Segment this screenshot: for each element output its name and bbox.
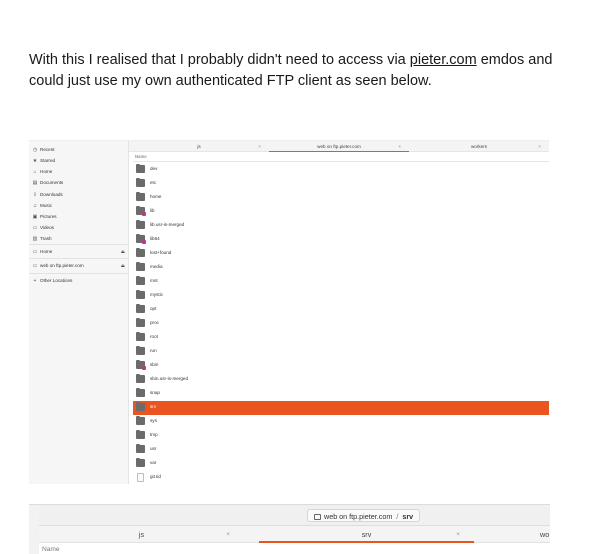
sidebar-edge [29,505,39,554]
close-icon[interactable]: × [258,144,261,149]
sidebar-item-label: Home [40,169,53,174]
file-row-snap[interactable] [133,387,549,401]
clock-icon: ◷ [32,147,38,153]
folder-link-icon [136,207,145,215]
folder-link-icon [136,235,145,243]
sidebar-divider [29,258,129,259]
file-row-usr[interactable] [133,443,549,457]
tab-srv[interactable] [259,526,474,543]
folder-icon [136,193,145,201]
path-bar [39,505,550,526]
music-icon: ♫ [33,203,37,209]
tab-wo[interactable] [474,526,550,543]
sidebar-item-other-locations[interactable] [32,276,128,286]
text-file-icon [137,473,144,482]
file-name: tmp [150,432,158,437]
sidebar-item-documents[interactable] [32,178,128,188]
pieter-link[interactable]: pieter.com [409,52,477,68]
file-name: lib.usr-is-merged [150,222,185,227]
sidebar-item-label: Other Locations [40,278,73,283]
tab-label: web on ftp.pieter.com [317,144,361,149]
folder-icon [136,403,145,411]
file-name: dev [150,166,158,171]
folder-icon [136,319,145,327]
file-row-home[interactable] [133,191,549,205]
symlink-badge-icon [142,366,146,370]
file-name: opt [150,306,157,311]
tab-js[interactable] [39,526,244,543]
sidebar-item-label: Documents [40,180,64,185]
folder-icon [136,431,145,439]
file-row-srv[interactable] [133,401,549,415]
document-icon: ▤ [32,180,38,186]
home-icon: ⌂ [33,169,37,175]
sidebar-item-pictures[interactable] [32,212,128,222]
folder-icon [136,347,145,355]
file-name: media [150,264,163,269]
file-row-mystic[interactable] [133,289,549,303]
tab-workers[interactable] [409,141,549,152]
close-icon[interactable]: × [538,144,541,149]
eject-icon[interactable]: ⏏ [120,249,125,254]
file-row-sbin[interactable] [133,359,549,373]
file-row-root[interactable] [133,331,549,345]
folder-link-icon [136,361,145,369]
file-name: srv [150,404,157,409]
file-row-mnt[interactable] [133,275,549,289]
folder-icon [136,459,145,467]
tab-label: js [138,530,145,539]
sidebar-divider [29,273,129,274]
file-name: root [150,334,158,339]
name-column-header[interactable]: Name [135,154,147,159]
sidebar-item-home[interactable] [32,167,128,177]
file-name: sys [150,418,157,423]
folder-icon [136,179,145,187]
tab-bar-2 [39,526,550,543]
sidebar-item-label: Pictures [40,214,57,219]
file-name: run [150,348,157,353]
file-name: home [150,194,162,199]
tab-label: wo [540,530,550,539]
tab-js[interactable] [129,141,269,152]
folder-icon [136,249,145,257]
breadcrumb-current[interactable]: srv [402,512,414,521]
file-manager-screenshot [29,140,549,484]
file-row-tmp[interactable] [133,429,549,443]
sidebar [29,141,129,484]
header-divider [133,161,549,162]
file-name: git.tid [150,474,161,479]
file-name: sbin.usr-is-merged [150,376,189,381]
article-paragraph [29,50,574,92]
folder-icon [136,165,145,173]
paragraph-text-end: emdos and could just use my own authenticated FTP client as seen below. [29,52,553,89]
folder-icon [136,277,145,285]
sidebar-item-label: Music [40,203,52,208]
file-name: sbin [150,362,159,367]
symlink-badge-icon [142,240,146,244]
tab-label: srv [361,530,372,539]
file-name: var [150,460,157,465]
file-row-dev[interactable] [133,163,549,177]
file-name: lib64 [150,236,160,241]
video-icon: ▭ [32,225,38,231]
file-row-lib[interactable] [133,205,549,219]
sidebar-item-web-on-ftp-pieter-com[interactable] [32,261,128,271]
paragraph-text-start: With this I realised that I probably didn't need to access via [29,52,410,68]
eject-icon[interactable]: ⏏ [120,263,125,268]
file-row-run[interactable] [133,345,549,359]
sidebar-item-label: Home [40,249,53,254]
close-icon[interactable]: × [456,531,460,538]
sidebar-item-trash[interactable] [32,234,128,244]
folder-icon [136,375,145,383]
file-row-git-tid[interactable] [133,471,549,484]
file-row-etc[interactable] [133,177,549,191]
sidebar-item-videos[interactable] [32,223,128,233]
star-icon: ★ [32,158,38,164]
file-manager-screenshot-2 [29,504,550,554]
folder-icon [136,417,145,425]
sidebar-item-music[interactable] [32,201,128,211]
tab-label: js [197,144,201,149]
trash-icon: ▥ [32,236,38,242]
breadcrumb-location[interactable]: web on ftp.pieter.com [324,512,393,521]
close-icon[interactable]: × [226,531,230,538]
file-row-lost-found[interactable] [133,247,549,261]
sidebar-item-label: Recent [40,147,55,152]
file-row-media[interactable] [133,261,549,275]
close-icon[interactable]: × [398,144,401,149]
folder-icon [136,291,145,299]
name-column-header-2[interactable]: Name [42,546,60,553]
sidebar-item-starred[interactable] [32,156,128,166]
folder-icon [136,263,145,271]
sidebar-item-label: Starred [40,158,56,163]
file-name: lost+found [150,250,172,255]
file-name: etc [150,180,157,185]
sidebar-item-label: Trash [40,236,52,241]
tab-web-on-ftp-pieter-com[interactable] [269,141,409,152]
sidebar-item-label: Downloads [40,192,63,197]
symlink-badge-icon [142,212,146,216]
file-row-sys[interactable] [133,415,549,429]
file-name: usr [150,446,157,451]
file-row-var[interactable] [133,457,549,471]
sidebar-divider [29,244,129,245]
tab-label: workers [470,144,488,149]
folder-icon [136,305,145,313]
file-row-lib-usr-is-merged[interactable] [133,219,549,233]
network-drive-icon [314,514,321,520]
drive-icon: ▭ [32,249,38,255]
file-row-proc[interactable] [133,317,549,331]
file-name: mnt [150,278,158,283]
folder-icon [136,389,145,397]
sidebar-item-label: Videos [40,225,54,230]
picture-icon: ▣ [32,214,38,220]
file-row-sbin-usr-is-merged[interactable] [133,373,549,387]
file-name: lib [150,208,155,213]
folder-icon [136,221,145,229]
plus-icon: + [33,278,37,284]
folder-icon [136,445,145,453]
file-name: proc [150,320,159,325]
file-name: mystic [150,292,164,297]
file-row-lib64[interactable] [133,233,549,247]
file-row-opt[interactable] [133,303,549,317]
sidebar-item-recent[interactable] [32,145,128,155]
sidebar-item-home[interactable] [32,247,128,257]
tab-bar [129,141,549,152]
location-breadcrumb[interactable] [307,509,420,522]
sidebar-item-downloads[interactable] [32,190,128,200]
file-name: snap [150,390,160,395]
sidebar-item-label: web on ftp.pieter.com [40,263,84,268]
download-icon: ⇩ [32,192,38,198]
network-drive-icon: ▭ [32,263,38,269]
folder-icon [136,333,145,341]
breadcrumb-separator: / [396,512,399,521]
